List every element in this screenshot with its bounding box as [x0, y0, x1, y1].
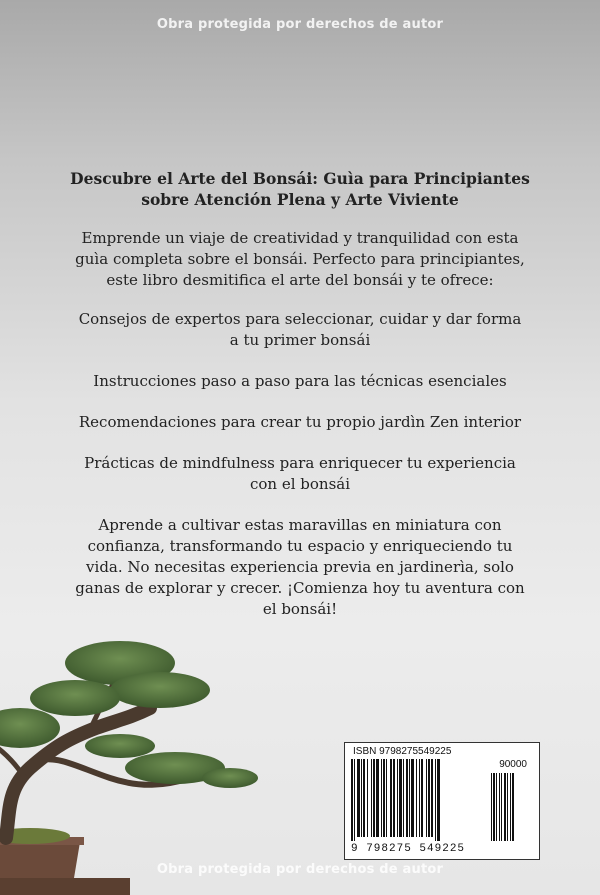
closing-line-1: Aprende a cultivar estas maravillas en miniatura con	[98, 516, 502, 534]
feature-4-line-1: Prácticas de mindfulness para enriquecer tu experiencia	[84, 454, 516, 472]
feature-item-2	[70, 371, 530, 392]
bonsai-tree-illustration	[0, 628, 260, 895]
closing-line-5: el bonsái!	[262, 600, 338, 618]
barcode-addon-number: 90000	[499, 759, 527, 770]
intro-line-3: este libro desmitifica el arte del bonsái y te ofrece:	[106, 271, 494, 289]
feature-item-1	[70, 309, 530, 351]
feature-4-line-2: con el bonsái	[249, 475, 351, 493]
book-title	[70, 168, 530, 210]
closing-line-2: confianza, transformando tu espacio y enriqueciendo tu	[87, 537, 513, 555]
feature-1-line-2: a tu primer bonsái	[229, 331, 371, 349]
back-cover-text	[70, 168, 530, 620]
closing-line-4: ganas de explorar y crecer. ¡Comienza hoy tu aventura con	[75, 579, 525, 597]
watermark-bottom: Obra protegida por derechos de autor	[156, 862, 444, 877]
feature-1-line-1: Consejos de expertos para seleccionar, cuidar y dar forma	[78, 310, 522, 328]
intro-paragraph	[70, 228, 530, 291]
closing-paragraph	[70, 515, 530, 620]
title-line-2: sobre Atención Plena y Arte Viviente	[141, 190, 459, 209]
feature-3-line-1: Recomendaciones para crear tu propio jardìn Zen interior	[78, 413, 522, 431]
barcode-digits: 9 798275 549225	[351, 843, 466, 855]
isbn-label: ISBN 9798275549225	[353, 746, 452, 757]
feature-item-3	[70, 412, 530, 433]
isbn-barcode	[344, 742, 540, 860]
watermark-top: Obra protegida por derechos de autor	[156, 17, 444, 32]
barcode-bars	[351, 759, 531, 841]
intro-line-2: guìa completa sobre el bonsái. Perfecto para principiantes,	[75, 250, 525, 268]
feature-2-line-1: Instrucciones paso a paso para las técnicas esenciales	[93, 372, 507, 390]
closing-line-3: vida. No necesitas experiencia previa en jardinerìa, solo	[86, 558, 514, 576]
feature-item-4	[70, 453, 530, 495]
intro-line-1: Emprende un viaje de creatividad y tranquilidad con esta	[81, 229, 519, 247]
title-line-1: Descubre el Arte del Bonsái: Guìa para Principiantes	[70, 169, 530, 188]
